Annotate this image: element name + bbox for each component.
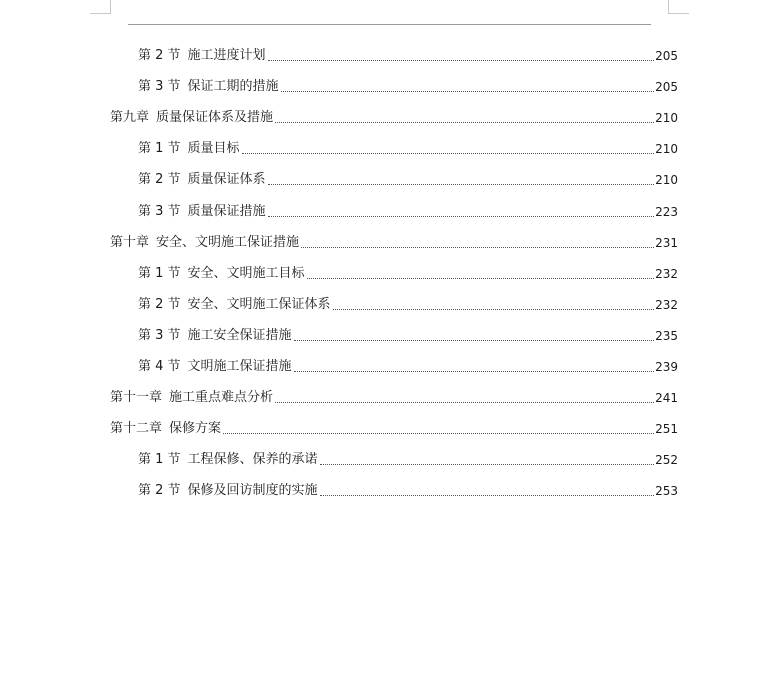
- toc-page-number: 235: [655, 328, 678, 343]
- toc-entry-title: 保修方案: [169, 421, 222, 437]
- toc-entry-title: 安全、文明施工保证体系: [187, 296, 331, 312]
- toc-chapter-entry[interactable]: [110, 231, 678, 251]
- toc-dot-leader: [294, 340, 655, 341]
- toc-entry-title: 施工进度计划: [187, 48, 266, 63]
- toc-section-entry[interactable]: [138, 479, 678, 499]
- toc-entry-label: [138, 266, 305, 282]
- toc-chapter-entry[interactable]: [110, 417, 678, 437]
- toc-entry-number: 第十二章: [110, 421, 163, 437]
- toc-page-number: 241: [655, 391, 678, 406]
- toc-entry-title: 质量保证体系: [187, 172, 266, 188]
- toc-section-entry[interactable]: [138, 448, 678, 468]
- toc-entry-label: [138, 48, 266, 64]
- toc-entry-number: 第 2 节: [138, 48, 181, 63]
- toc-entry-label: [138, 172, 266, 188]
- toc-entry-number: 第十一章: [110, 390, 163, 406]
- toc-entry-label: [110, 390, 273, 406]
- toc-section-entry[interactable]: [138, 262, 678, 282]
- toc-page-number: 232: [655, 266, 678, 281]
- toc-dot-leader: [275, 122, 654, 123]
- toc-page-number: 210: [655, 111, 678, 126]
- toc-entry-number: 第 1 节: [138, 452, 181, 468]
- toc-entry-number: 第九章: [110, 110, 150, 126]
- toc-section-entry[interactable]: [138, 75, 678, 95]
- toc-dot-leader: [281, 91, 655, 92]
- toc-section-entry[interactable]: [138, 200, 678, 220]
- toc-dot-leader: [268, 216, 655, 217]
- toc-page-number: 205: [655, 80, 678, 95]
- toc-dot-leader: [268, 60, 655, 61]
- toc-page-number: 251: [655, 422, 678, 437]
- toc-entry-title: 施工重点难点分析: [169, 390, 274, 406]
- toc-entry-label: [138, 483, 318, 499]
- toc-entry-label: [138, 204, 266, 220]
- page-corner-mark-left: [90, 0, 111, 14]
- toc-entry-number: 第 4 节: [138, 359, 181, 374]
- toc-dot-leader: [242, 153, 655, 154]
- page-corner-mark-right: [668, 0, 689, 14]
- toc-section-entry[interactable]: [138, 293, 678, 313]
- toc-entry-title: 质量保证措施: [187, 203, 266, 219]
- toc-page-number: 239: [655, 360, 678, 374]
- toc-entry-label: [110, 110, 273, 126]
- toc-entry-label: [138, 79, 279, 95]
- toc-page-number: 252: [655, 453, 678, 468]
- toc-page-number: 231: [655, 235, 678, 250]
- toc-entry-title: 文明施工保证措施: [187, 359, 292, 374]
- toc-chapter-entry[interactable]: [110, 106, 678, 126]
- toc-entry-number: 第十章: [110, 234, 150, 250]
- toc-dot-leader: [307, 278, 655, 279]
- toc-entry-title: 安全、文明施工保证措施: [156, 234, 300, 250]
- toc-page-number: 253: [655, 484, 678, 499]
- toc-entry-title: 工程保修、保养的承诺: [187, 452, 318, 468]
- toc-entry-title: 保修及回访制度的实施: [187, 483, 318, 499]
- toc-dot-leader: [333, 309, 655, 310]
- toc-dot-leader: [294, 371, 655, 372]
- toc-entry-title: 质量目标: [187, 141, 240, 157]
- toc-entry-number: 第 3 节: [138, 203, 181, 219]
- toc-entry-title: 保证工期的措施: [187, 79, 279, 95]
- toc-entry-number: 第 3 节: [138, 327, 181, 343]
- toc-entry-number: 第 2 节: [138, 296, 181, 312]
- toc-section-entry[interactable]: [138, 137, 678, 157]
- toc-entry-title: 施工安全保证措施: [187, 327, 292, 343]
- toc-dot-leader: [223, 433, 654, 434]
- toc-entry-title: 安全、文明施工目标: [187, 265, 305, 281]
- toc-section-entry[interactable]: [138, 44, 678, 64]
- toc-chapter-entry[interactable]: [110, 386, 678, 406]
- toc-entry-label: [110, 421, 221, 437]
- toc-entry-label: [110, 235, 299, 251]
- toc-dot-leader: [268, 184, 655, 185]
- toc-dot-leader: [320, 464, 655, 465]
- header-rule: [128, 24, 651, 25]
- toc-page-number: 232: [655, 297, 678, 312]
- toc-entry-number: 第 3 节: [138, 79, 181, 95]
- toc-entry-label: [138, 359, 292, 375]
- toc-page-number: 223: [655, 204, 678, 219]
- toc-entry-label: [138, 297, 331, 313]
- toc-entry-title: 质量保证体系及措施: [156, 110, 274, 126]
- toc-section-entry[interactable]: [138, 168, 678, 188]
- toc-section-entry[interactable]: [138, 324, 678, 344]
- toc-page-number: 210: [655, 173, 678, 188]
- toc-section-entry[interactable]: [138, 355, 678, 375]
- toc-entry-number: 第 2 节: [138, 172, 181, 188]
- toc-page-number: 205: [655, 49, 678, 63]
- toc-dot-leader: [275, 402, 654, 403]
- toc-entry-number: 第 2 节: [138, 483, 181, 499]
- toc-entry-number: 第 1 节: [138, 265, 181, 281]
- toc-entry-label: [138, 328, 292, 344]
- toc-entry-number: 第 1 节: [138, 141, 181, 157]
- toc-page-number: 210: [655, 142, 678, 157]
- toc-entry-label: [138, 452, 318, 468]
- toc-entry-label: [138, 141, 240, 157]
- toc-dot-leader: [320, 495, 655, 496]
- toc-dot-leader: [301, 247, 654, 248]
